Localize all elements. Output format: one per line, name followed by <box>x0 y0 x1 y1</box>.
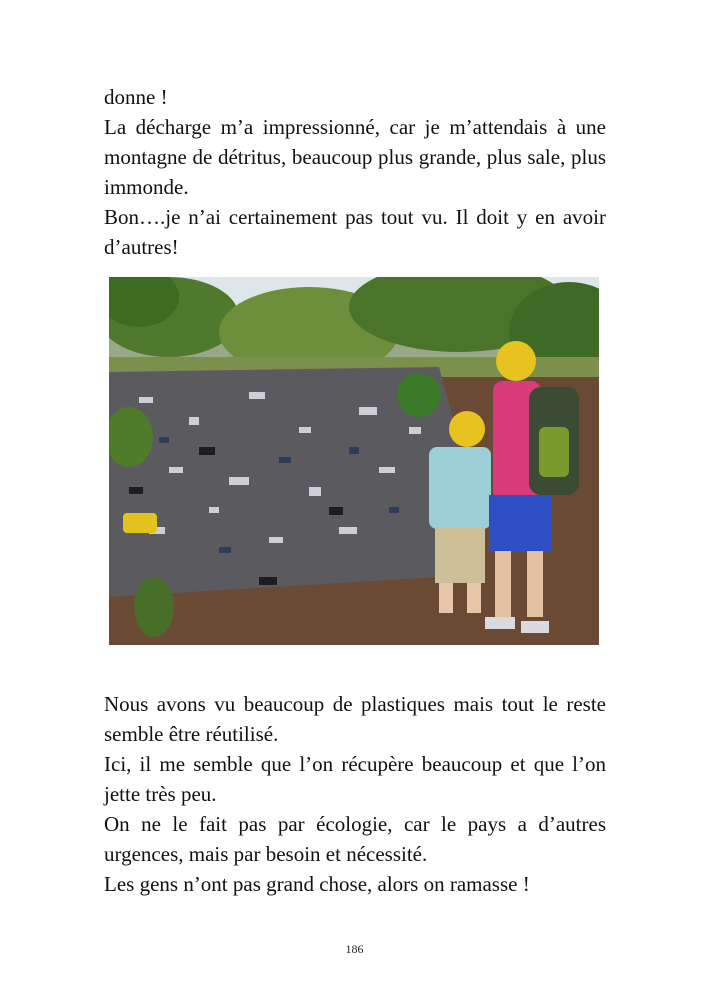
page-number: 186 <box>345 942 364 956</box>
dump-site-photo <box>109 277 599 645</box>
paragraph: Bon….je n’ai certainement pas tout vu. Il doit y en avoir d’autres! <box>104 205 606 259</box>
paragraph: La décharge m’a impressionné, car je m’attendais à une montagne de détritus, beaucoup plus grande, plus sale, plus immonde. <box>104 115 606 199</box>
top-text-block <box>104 82 606 262</box>
paragraph: Ici, il me semble que l’on récupère beaucoup et que l’on jette très peu. <box>104 752 606 806</box>
paragraph: On ne le fait pas par écologie, car le pays a d’autres urgences, mais par besoin et nécessité. <box>104 812 606 866</box>
paragraph: Les gens n’ont pas grand chose, alors on ramasse ! <box>104 872 530 896</box>
paragraph: Nous avons vu beaucoup de plastiques mais tout le reste semble être réutilisé. <box>104 692 606 746</box>
paragraph: donne ! <box>104 85 168 109</box>
bottom-text-block <box>104 689 606 899</box>
